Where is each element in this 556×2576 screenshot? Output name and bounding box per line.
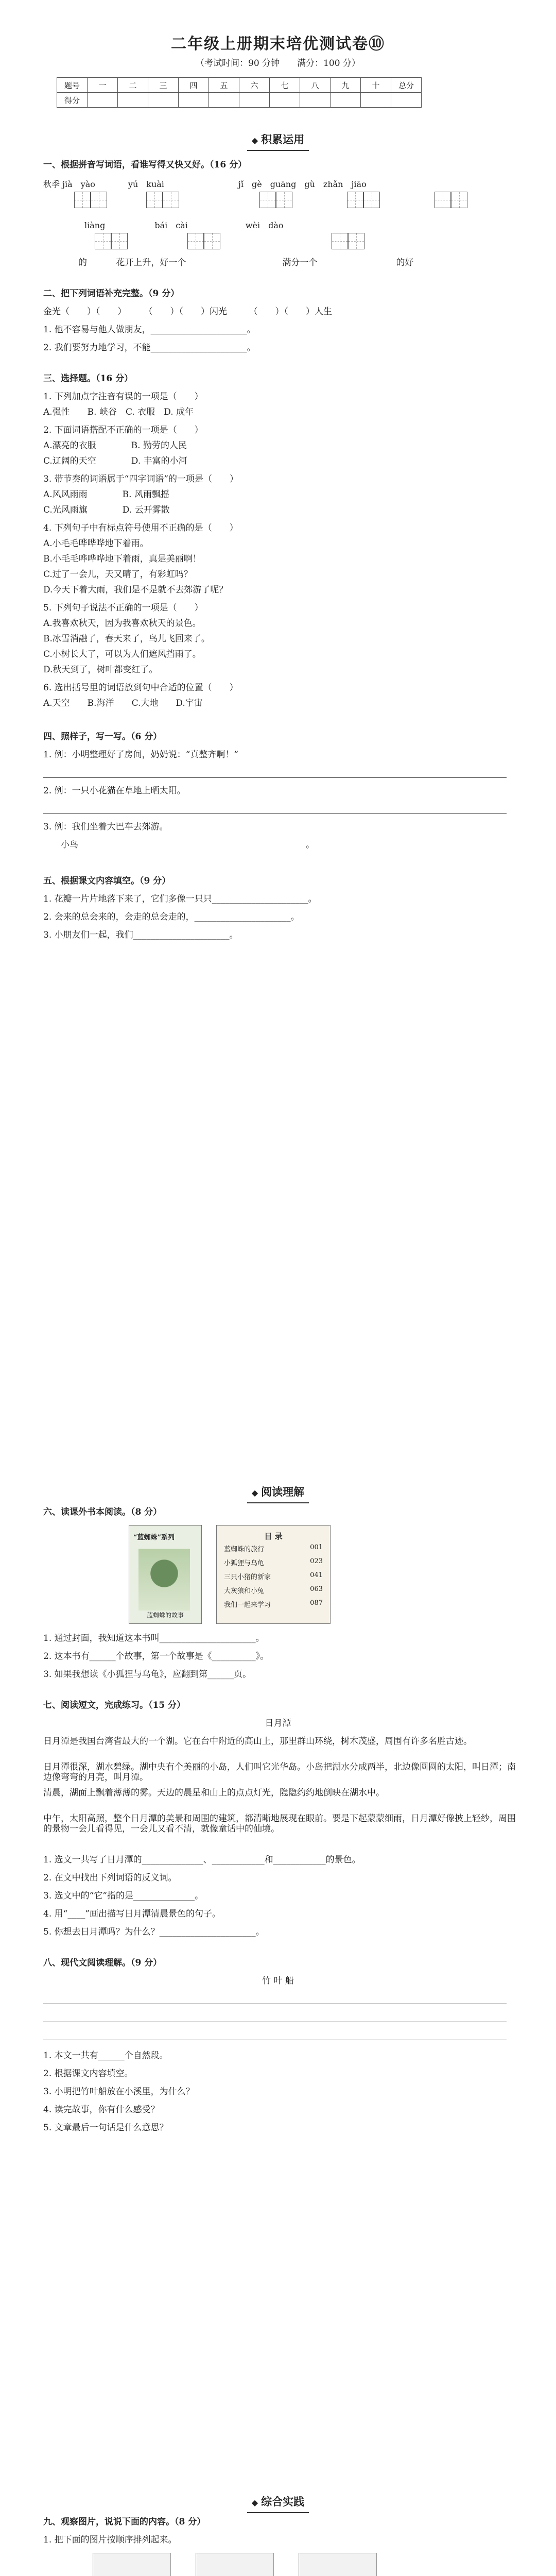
score-cell[interactable] [148,93,179,108]
score-cell: 五 [209,78,239,93]
passage-paragraph: 中午，太阳高照，整个日月潭的美景和周围的建筑，都清晰地展现在眼前。要是下起蒙蒙细雨，日月潭好像披上轻纱，周围的景物一会儿看得见，一会儿又看不清，就像童话中的仙境。 [43,1814,516,1834]
answer-blank[interactable] [43,2012,517,2022]
fill-line[interactable]: 4. 读完故事，你有什么感受？ [43,2105,160,2115]
answer-blank[interactable] [43,1994,517,2004]
fill-line[interactable]: 3. 小朋友们一起，我们______________________。 [43,930,238,940]
score-table-header-row [57,78,422,93]
fill-line[interactable]: 2. 在文中找出下列词语的反义词。 [43,1873,177,1883]
score-cell[interactable] [209,93,239,108]
toc-row: 小狐狸与乌龟 023 [224,1557,323,1567]
score-cell: 总分 [391,78,422,93]
choice-stem: 5. 下列句子说法不正确的一项是（ ） [43,603,203,613]
choice-option[interactable]: C.过了一会儿，天又晴了，有彩虹吗？ [43,569,193,580]
score-cell[interactable] [361,93,391,108]
question-heading: 五、根据课文内容填空。（9 分） [43,876,171,886]
score-cell: 九 [331,78,361,93]
fill-line[interactable]: 3. 选文中的“它”指的是______________。 [43,1891,204,1901]
score-cell[interactable] [118,93,148,108]
pinyin-line: liàng bái cài wèi dào [43,221,284,230]
fill-line[interactable]: 2. 我们要努力地学习，不能______________________。 [43,343,256,353]
choice-options[interactable]: A.天空 B.海洋 C.大地 D.宇宙 [43,698,203,708]
fill-line[interactable]: 1. 本文一共有______个自然段。 [43,2050,168,2061]
toc-row: 蓝蜘蛛的旅行 001 [224,1544,323,1553]
score-cell: 得分 [57,93,88,108]
exam-subtitle: （考试时间：90 分钟 满分：100 分） [196,58,360,69]
story-picture-1 [93,2553,171,2576]
question-heading: 七、阅读短文，完成练习。（15 分） [43,1700,186,1710]
example-line: 2. 例：一只小花猫在草地上晒太阳。 [43,786,186,796]
choice-stem: 4. 下列句子中有标点符号使用不正确的是（ ） [43,523,238,533]
section-heading-reading: ◆ 阅读理解 [0,1484,556,1503]
choice-option[interactable]: A.我喜欢秋天，因为我喜欢秋天的景色。 [43,618,201,629]
score-table-score-row [57,93,422,108]
passage-paragraph: 日月潭是我国台湾省最大的一个湖。它在台中附近的高山上，那里群山环绕，树木茂盛，周围有许多名胜古迹。 [43,1736,472,1747]
fill-line[interactable]: 2. 根据课文内容填空。 [43,2069,133,2079]
choice-option[interactable]: D.今天下着大雨，我们是不是就不去郊游了呢？ [43,585,228,595]
choice-option[interactable]: C.小树长大了，可以为人们遮风挡雨了。 [43,649,201,659]
question-heading: 八、现代文阅读理解。（9 分） [43,1958,162,1968]
question-heading: 四、照样子，写一写。（6 分） [43,732,162,742]
fill-line[interactable]: 3. 小明把竹叶船放在小溪里，为什么？ [43,2087,195,2097]
choice-options[interactable]: C.光风雨旗 D. 云开雾散 [43,505,170,515]
choice-options[interactable]: A.漂亮的衣服 B. 勤劳的人民 [43,440,187,451]
example-line: 3. 例：我们坐着大巴车去郊游。 [43,822,168,832]
score-cell: 三 [148,78,179,93]
example-line: 1. 例：小明整理好了房间，奶奶说：“真整齐啊！” [43,750,239,760]
score-cell: 七 [270,78,300,93]
score-cell: 六 [239,78,270,93]
book-caption: 蓝蜘蛛的故事 [146,1612,184,1619]
exam-title: 二年级上册期末培优测试卷⑩ [171,35,385,53]
choice-stem: 6. 选出括号里的词语放到句中合适的位置（ ） [43,683,238,693]
question-heading: 九、观察图片，说说下面的内容。（8 分） [43,2517,206,2527]
choice-option[interactable]: D.秋天到了，树叶都变红了。 [43,665,158,675]
choice-stem: 1. 下列加点字注音有误的一项是（ ） [43,392,203,402]
book-cover-image [129,1525,202,1624]
answer-blank[interactable] [43,768,517,778]
section-heading-practice: ◆ 综合实践 [0,2494,556,2513]
fill-line[interactable]: 3. 如果我想读《小狐狸与乌龟》，应翻到第______页。 [43,1669,252,1680]
toc-row: 我们一起来学习 087 [224,1599,323,1609]
score-cell: 题号 [57,78,88,93]
question-heading: 二、把下列词语补充完整。（9 分） [43,289,180,299]
fill-line[interactable]: 1. 选文一共写了日月潭的______________、____________和____________的景色。 [43,1855,361,1865]
question-heading: 六、读课外书本阅读。（8 分） [43,1507,162,1517]
choice-options[interactable]: A.强性 B. 峡谷 C. 衣服 D. 成年 [43,407,194,417]
score-cell[interactable] [391,93,422,108]
score-cell[interactable] [179,93,209,108]
pinyin-line: 秋季 jià yào yú kuài jǐ gè guāng gù zhǎn jiāo [43,179,367,189]
fill-line[interactable]: 2. 会来的总会来的，会走的总会走的，______________________。 [43,912,300,922]
toc-row: 三只小猪的新家 041 [224,1571,323,1581]
toc-row: 大灰狼和小兔 063 [224,1585,323,1595]
fill-line[interactable]: 1. 花瓣一片片地落下来了，它们多像一只只______________________。 [43,894,317,904]
score-table [57,77,422,108]
passage-title: 竹 叶 船 [262,1976,294,1986]
score-cell[interactable] [300,93,331,108]
fill-line[interactable]: 1. 他不容易与他人做朋友，______________________。 [43,325,256,335]
score-cell: 二 [118,78,148,93]
fill-line[interactable]: 1. 通过封面，我知道这本书叫______________________。 [43,1633,265,1643]
pinyin-sentence: 的 花开上升，好一个 满分一个 的好 [43,258,414,268]
story-picture-2 [196,2553,274,2576]
answer-blank[interactable] [43,2030,517,2040]
fill-line[interactable]: 5. 文章最后一句话是什么意思？ [43,2123,168,2133]
choice-option[interactable]: B.小毛毛哗哗哗地下着雨，真是美丽啊！ [43,554,201,564]
book-series-title: “蓝蜘蛛”系列 [133,1534,175,1541]
choice-option[interactable]: A.小毛毛哗哗哗地下着雨。 [43,538,149,549]
passage-paragraph: 日月潭很深，湖水碧绿。湖中央有个美丽的小岛，人们叫它光华岛。小岛把湖水分成两半，北边像圆圆的太阳，叫日潭；南边像弯弯的月亮，叫月潭。 [43,1762,516,1783]
passage-paragraph: 清晨，湖面上飘着薄薄的雾。天边的晨星和山上的点点灯光，隐隐约约地倒映在湖水中。 [43,1788,385,1798]
score-cell[interactable] [239,93,270,108]
choice-stem: 3. 带节奏的词语属于“四字词语”的一项是（ ） [43,474,239,484]
score-cell[interactable] [331,93,361,108]
story-picture-3 [299,2553,377,2576]
question-line: 1. 把下面的图片按顺序排列起来。 [43,2535,177,2545]
fill-line[interactable]: 5. 你想去日月潭吗？为什么？______________________。 [43,1927,265,1937]
toc-heading: 目 录 [264,1532,283,1541]
score-cell[interactable] [270,93,300,108]
question-heading: 三、选择题。（16 分） [43,374,133,384]
score-cell: 四 [179,78,209,93]
fill-line[interactable]: 小鸟 。 [43,840,315,850]
fill-line[interactable]: 金光（ ）（ ） （ ）（ ）闪光 （ ）（ ）人生 [43,307,332,317]
question-heading: 一、根据拼音写词语，看谁写得又快又好。（16 分） [43,160,247,170]
score-cell: 十 [361,78,391,93]
answer-blank[interactable] [43,804,517,814]
table-of-contents [216,1525,331,1624]
score-cell: 八 [300,78,331,93]
score-cell[interactable] [88,93,118,108]
choice-options[interactable]: A.风风雨雨 B. 风雨飘摇 [43,489,169,500]
score-cell: 一 [88,78,118,93]
section-heading-accumulation: ◆ 积累运用 [0,131,556,151]
book-illustration [138,1549,190,1611]
passage-title: 日月潭 [265,1718,291,1728]
fill-line[interactable]: 2. 这本书有______个故事，第一个故事是《__________》。 [43,1651,269,1662]
choice-stem: 2. 下面词语搭配不正确的一项是（ ） [43,425,203,435]
choice-options[interactable]: C.辽阔的天空 D. 丰富的小河 [43,456,187,466]
choice-option[interactable]: B.冰雪消融了，春天来了，鸟儿飞回来了。 [43,634,210,644]
fill-line[interactable]: 4. 用“____”画出描写日月潭清晨景色的句子。 [43,1909,221,1919]
